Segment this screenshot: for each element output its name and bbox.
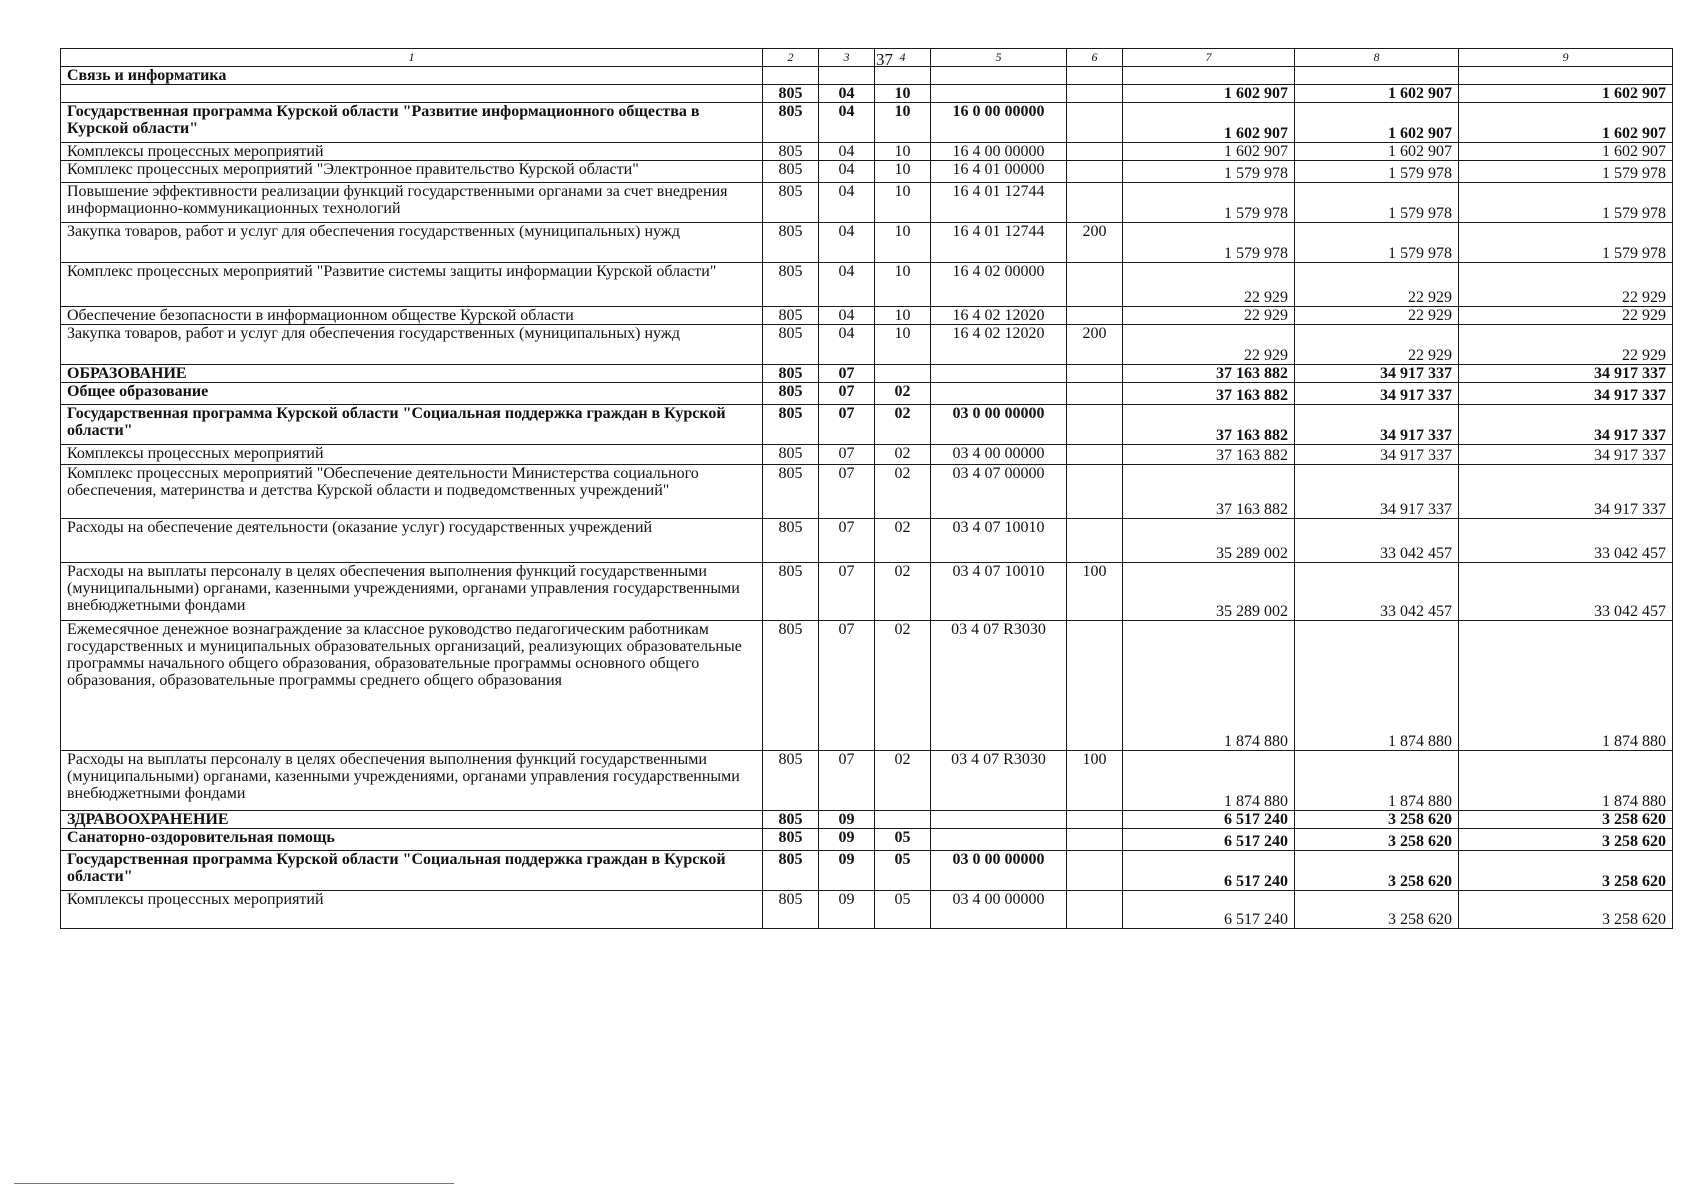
- target-article-code: 03 0 00 00000: [931, 405, 1067, 445]
- amount-col-7: 1 602 907: [1123, 143, 1295, 161]
- expense-type-code: [1067, 365, 1123, 383]
- row-name: Комплексы процессных мероприятий: [61, 143, 763, 161]
- amount-col-7: 37 163 882: [1123, 383, 1295, 405]
- row-name: ОБРАЗОВАНИЕ: [61, 365, 763, 383]
- amount-col-7: 35 289 002: [1123, 519, 1295, 563]
- target-article-code: 16 0 00 00000: [931, 103, 1067, 143]
- table-row: [61, 183, 1673, 223]
- amount-col-9: 1 602 907: [1459, 103, 1673, 143]
- budget-table-sheet: [60, 48, 1672, 929]
- amount-col-9: 1 579 978: [1459, 161, 1673, 183]
- target-article-code: 16 4 02 12020: [931, 307, 1067, 325]
- section-code: 09: [819, 851, 875, 891]
- section-code: 07: [819, 365, 875, 383]
- subsection-code: 10: [875, 223, 931, 263]
- subsection-code: 02: [875, 519, 931, 563]
- row-name: Государственная программа Курской области "Социальная поддержка граждан в Курской области": [61, 405, 763, 445]
- grbs-code: 805: [763, 891, 819, 929]
- grbs-code: 805: [763, 751, 819, 811]
- table-row: [61, 143, 1673, 161]
- target-article-code: 03 4 00 00000: [931, 445, 1067, 465]
- row-name: Обеспечение безопасности в информационном обществе Курской области: [61, 307, 763, 325]
- amount-col-7: 6 517 240: [1123, 829, 1295, 851]
- table-row: [61, 365, 1673, 383]
- section-code: 04: [819, 143, 875, 161]
- amount-col-8: 3 258 620: [1295, 891, 1459, 929]
- table-row: [61, 85, 1673, 103]
- section-code: 07: [819, 751, 875, 811]
- subsection-code: 10: [875, 307, 931, 325]
- amount-col-8: 22 929: [1295, 307, 1459, 325]
- amount-col-9: 1 602 907: [1459, 143, 1673, 161]
- amount-col-8: 1 579 978: [1295, 161, 1459, 183]
- amount-col-7: 37 163 882: [1123, 365, 1295, 383]
- amount-col-8: 1 602 907: [1295, 103, 1459, 143]
- target-article-code: [931, 829, 1067, 851]
- table-row: [61, 263, 1673, 307]
- amount-col-8: 3 258 620: [1295, 829, 1459, 851]
- amount-col-8: 22 929: [1295, 263, 1459, 307]
- grbs-code: 805: [763, 263, 819, 307]
- expense-type-code: 200: [1067, 223, 1123, 263]
- subsection-code: 02: [875, 563, 931, 621]
- section-code: 09: [819, 811, 875, 829]
- expense-type-code: [1067, 445, 1123, 465]
- row-name: Связь и информатика: [61, 67, 763, 85]
- amount-col-8: 33 042 457: [1295, 563, 1459, 621]
- row-name: Расходы на выплаты персоналу в целях обеспечения выполнения функций государственными (муниципальными) органами, казенными учреждениями, органами управления государственными внебюджетными фондами: [61, 751, 763, 811]
- amount-col-8: 1 874 880: [1295, 751, 1459, 811]
- table-row: [61, 307, 1673, 325]
- section-code: 04: [819, 103, 875, 143]
- amount-col-7: 6 517 240: [1123, 851, 1295, 891]
- amount-col-9: 1 602 907: [1459, 85, 1673, 103]
- expense-type-code: [1067, 465, 1123, 519]
- header-col-5: 5: [931, 49, 1067, 67]
- subsection-code: 10: [875, 143, 931, 161]
- grbs-code: 805: [763, 85, 819, 103]
- row-name: Расходы на выплаты персоналу в целях обеспечения выполнения функций государственными (муниципальными) органами, казенными учреждениями, органами управления государственными внебюджетными фондами: [61, 563, 763, 621]
- amount-col-9: 34 917 337: [1459, 405, 1673, 445]
- amount-col-9: 34 917 337: [1459, 445, 1673, 465]
- section-code: 07: [819, 465, 875, 519]
- amount-col-8: 34 917 337: [1295, 383, 1459, 405]
- grbs-code: 805: [763, 325, 819, 365]
- target-article-code: [931, 811, 1067, 829]
- subsection-code: 10: [875, 183, 931, 223]
- target-article-code: [931, 85, 1067, 103]
- grbs-code: 805: [763, 143, 819, 161]
- grbs-code: 805: [763, 829, 819, 851]
- amount-col-7: 1 874 880: [1123, 621, 1295, 751]
- grbs-code: 805: [763, 851, 819, 891]
- amount-col-9: 3 258 620: [1459, 829, 1673, 851]
- grbs-code: 805: [763, 445, 819, 465]
- amount-col-7: 22 929: [1123, 307, 1295, 325]
- subsection-code: 02: [875, 383, 931, 405]
- subsection-code: 05: [875, 891, 931, 929]
- row-name: Комплекс процессных мероприятий "Электронное правительство Курской области": [61, 161, 763, 183]
- expense-type-code: [1067, 829, 1123, 851]
- amount-col-7: 1 602 907: [1123, 85, 1295, 103]
- amount-col-9: 1 874 880: [1459, 751, 1673, 811]
- subsection-code: 02: [875, 445, 931, 465]
- grbs-code: 805: [763, 223, 819, 263]
- table-row: [61, 67, 1673, 85]
- target-article-code: 03 0 00 00000: [931, 851, 1067, 891]
- amount-col-9: 34 917 337: [1459, 465, 1673, 519]
- target-article-code: 03 4 07 R3030: [931, 621, 1067, 751]
- target-article-code: 16 4 01 00000: [931, 161, 1067, 183]
- grbs-code: 805: [763, 161, 819, 183]
- section-code: 04: [819, 85, 875, 103]
- expense-type-code: 100: [1067, 751, 1123, 811]
- section-code: 04: [819, 183, 875, 223]
- amount-col-8: 1 602 907: [1295, 85, 1459, 103]
- target-article-code: [931, 67, 1067, 85]
- table-row: [61, 563, 1673, 621]
- header-col-9: 9: [1459, 49, 1673, 67]
- subsection-code: 02: [875, 751, 931, 811]
- subsection-code: 02: [875, 621, 931, 751]
- expense-type-code: 200: [1067, 325, 1123, 365]
- amount-col-7: [1123, 67, 1295, 85]
- target-article-code: 03 4 00 00000: [931, 891, 1067, 929]
- expense-type-code: [1067, 307, 1123, 325]
- grbs-code: 805: [763, 519, 819, 563]
- table-row: [61, 811, 1673, 829]
- amount-col-9: 1 579 978: [1459, 183, 1673, 223]
- amount-col-8: 33 042 457: [1295, 519, 1459, 563]
- amount-col-7: 37 163 882: [1123, 465, 1295, 519]
- expense-type-code: [1067, 811, 1123, 829]
- expense-type-code: [1067, 851, 1123, 891]
- section-code: 07: [819, 519, 875, 563]
- table-row: [61, 325, 1673, 365]
- table-row: [61, 621, 1673, 751]
- row-name: ЗДРАВООХРАНЕНИЕ: [61, 811, 763, 829]
- amount-col-7: 1 579 978: [1123, 183, 1295, 223]
- amount-col-8: 1 579 978: [1295, 183, 1459, 223]
- target-article-code: 16 4 02 12020: [931, 325, 1067, 365]
- target-article-code: 16 4 01 12744: [931, 183, 1067, 223]
- amount-col-7: 6 517 240: [1123, 811, 1295, 829]
- amount-col-8: 22 929: [1295, 325, 1459, 365]
- grbs-code: 805: [763, 183, 819, 223]
- row-name: Ежемесячное денежное вознаграждение за классное руководство педагогическим работникам государственных и муниципальных образовательных организаций, реализующих образовательные программы начального общего образования, образовательные программы основного общего образования, образовательные программы среднего общего образования: [61, 621, 763, 751]
- subsection-code: 10: [875, 161, 931, 183]
- section-code: 09: [819, 891, 875, 929]
- expense-type-code: [1067, 161, 1123, 183]
- target-article-code: 16 4 01 12744: [931, 223, 1067, 263]
- grbs-code: [763, 67, 819, 85]
- amount-col-8: 1 602 907: [1295, 143, 1459, 161]
- amount-col-9: 22 929: [1459, 307, 1673, 325]
- scan-artifact-line: [14, 1183, 454, 1184]
- amount-col-9: 34 917 337: [1459, 383, 1673, 405]
- amount-col-8: 3 258 620: [1295, 851, 1459, 891]
- amount-col-7: 22 929: [1123, 263, 1295, 307]
- amount-col-7: 1 874 880: [1123, 751, 1295, 811]
- amount-col-9: [1459, 67, 1673, 85]
- header-col-4: 4: [875, 49, 931, 67]
- table-row: [61, 891, 1673, 929]
- subsection-code: 10: [875, 263, 931, 307]
- header-col-3: 3: [819, 49, 875, 67]
- header-col-6: 6: [1067, 49, 1123, 67]
- header-col-7: 7: [1123, 49, 1295, 67]
- target-article-code: 03 4 07 00000: [931, 465, 1067, 519]
- subsection-code: 10: [875, 85, 931, 103]
- amount-col-7: 37 163 882: [1123, 405, 1295, 445]
- target-article-code: 03 4 07 R3030: [931, 751, 1067, 811]
- expense-type-code: [1067, 519, 1123, 563]
- amount-col-8: 1 874 880: [1295, 621, 1459, 751]
- header-col-2: 2: [763, 49, 819, 67]
- amount-col-7: 22 929: [1123, 325, 1295, 365]
- section-code: 04: [819, 325, 875, 365]
- row-name: Комплексы процессных мероприятий: [61, 445, 763, 465]
- amount-col-8: 34 917 337: [1295, 405, 1459, 445]
- expense-type-code: [1067, 143, 1123, 161]
- row-name: Комплекс процессных мероприятий "Обеспечение деятельности Министерства социального обеспечения, материнства и детства Курской области и подведомственных учреждений": [61, 465, 763, 519]
- amount-col-7: 1 579 978: [1123, 161, 1295, 183]
- amount-col-9: 3 258 620: [1459, 891, 1673, 929]
- row-name: Общее образование: [61, 383, 763, 405]
- expense-type-code: [1067, 621, 1123, 751]
- grbs-code: 805: [763, 465, 819, 519]
- target-article-code: 16 4 00 00000: [931, 143, 1067, 161]
- budget-table-body: [61, 49, 1673, 929]
- expense-type-code: [1067, 103, 1123, 143]
- amount-col-9: 1 874 880: [1459, 621, 1673, 751]
- grbs-code: 805: [763, 383, 819, 405]
- row-name: Повышение эффективности реализации функций государственными органами за счет внедрения информационно-коммуникационных технологий: [61, 183, 763, 223]
- table-row: [61, 519, 1673, 563]
- table-row: [61, 383, 1673, 405]
- amount-col-7: 1 602 907: [1123, 103, 1295, 143]
- section-code: [819, 67, 875, 85]
- column-number-header: [61, 49, 1673, 67]
- grbs-code: 805: [763, 307, 819, 325]
- subsection-code: 05: [875, 851, 931, 891]
- target-article-code: 03 4 07 10010: [931, 519, 1067, 563]
- table-row: [61, 751, 1673, 811]
- target-article-code: 16 4 02 00000: [931, 263, 1067, 307]
- section-code: 07: [819, 405, 875, 445]
- subsection-code: [875, 67, 931, 85]
- amount-col-7: 6 517 240: [1123, 891, 1295, 929]
- grbs-code: 805: [763, 405, 819, 445]
- target-article-code: [931, 383, 1067, 405]
- row-name: [61, 85, 763, 103]
- expense-type-code: [1067, 891, 1123, 929]
- amount-col-9: 3 258 620: [1459, 851, 1673, 891]
- row-name: Комплекс процессных мероприятий "Развитие системы защиты информации Курской области": [61, 263, 763, 307]
- subsection-code: 10: [875, 103, 931, 143]
- amount-col-8: 34 917 337: [1295, 365, 1459, 383]
- amount-col-9: 33 042 457: [1459, 563, 1673, 621]
- table-row: [61, 829, 1673, 851]
- amount-col-8: 34 917 337: [1295, 445, 1459, 465]
- header-col-1: 1: [61, 49, 763, 67]
- expense-type-code: [1067, 85, 1123, 103]
- row-name: Государственная программа Курской области "Социальная поддержка граждан в Курской области": [61, 851, 763, 891]
- expense-type-code: [1067, 263, 1123, 307]
- row-name: Расходы на обеспечение деятельности (оказание услуг) государственных учреждений: [61, 519, 763, 563]
- section-code: 07: [819, 445, 875, 465]
- expense-type-code: 100: [1067, 563, 1123, 621]
- amount-col-8: 1 579 978: [1295, 223, 1459, 263]
- target-article-code: 03 4 07 10010: [931, 563, 1067, 621]
- row-name: Государственная программа Курской области "Развитие информационного общества в Курской области": [61, 103, 763, 143]
- amount-col-9: 34 917 337: [1459, 365, 1673, 383]
- grbs-code: 805: [763, 103, 819, 143]
- table-row: [61, 161, 1673, 183]
- expense-type-code: [1067, 67, 1123, 85]
- expense-type-code: [1067, 183, 1123, 223]
- expense-type-code: [1067, 383, 1123, 405]
- section-code: 09: [819, 829, 875, 851]
- subsection-code: [875, 811, 931, 829]
- row-name: Закупка товаров, работ и услуг для обеспечения государственных (муниципальных) нужд: [61, 223, 763, 263]
- grbs-code: 805: [763, 365, 819, 383]
- amount-col-8: 3 258 620: [1295, 811, 1459, 829]
- section-code: 04: [819, 223, 875, 263]
- table-row: [61, 405, 1673, 445]
- subsection-code: 05: [875, 829, 931, 851]
- section-code: 04: [819, 307, 875, 325]
- subsection-code: [875, 365, 931, 383]
- row-name: Закупка товаров, работ и услуг для обеспечения государственных (муниципальных) нужд: [61, 325, 763, 365]
- table-row: [61, 465, 1673, 519]
- page-number: 37: [876, 50, 893, 69]
- section-code: 04: [819, 161, 875, 183]
- amount-col-9: 22 929: [1459, 325, 1673, 365]
- header-col-8: 8: [1295, 49, 1459, 67]
- grbs-code: 805: [763, 563, 819, 621]
- amount-col-8: [1295, 67, 1459, 85]
- subsection-code: 10: [875, 325, 931, 365]
- section-code: 04: [819, 263, 875, 307]
- grbs-code: 805: [763, 621, 819, 751]
- section-code: 07: [819, 563, 875, 621]
- subsection-code: 02: [875, 405, 931, 445]
- subsection-code: 02: [875, 465, 931, 519]
- amount-col-7: 37 163 882: [1123, 445, 1295, 465]
- amount-col-8: 34 917 337: [1295, 465, 1459, 519]
- row-name: Санаторно-оздоровительная помощь: [61, 829, 763, 851]
- amount-col-9: 33 042 457: [1459, 519, 1673, 563]
- table-row: [61, 223, 1673, 263]
- target-article-code: [931, 365, 1067, 383]
- expense-type-code: [1067, 405, 1123, 445]
- amount-col-9: 1 579 978: [1459, 223, 1673, 263]
- amount-col-7: 1 579 978: [1123, 223, 1295, 263]
- amount-col-9: 22 929: [1459, 263, 1673, 307]
- amount-col-9: 3 258 620: [1459, 811, 1673, 829]
- table-row: [61, 445, 1673, 465]
- table-row: [61, 103, 1673, 143]
- row-name: Комплексы процессных мероприятий: [61, 891, 763, 929]
- amount-col-7: 35 289 002: [1123, 563, 1295, 621]
- budget-table: [60, 48, 1673, 929]
- table-row: [61, 851, 1673, 891]
- grbs-code: 805: [763, 811, 819, 829]
- section-code: 07: [819, 621, 875, 751]
- section-code: 07: [819, 383, 875, 405]
